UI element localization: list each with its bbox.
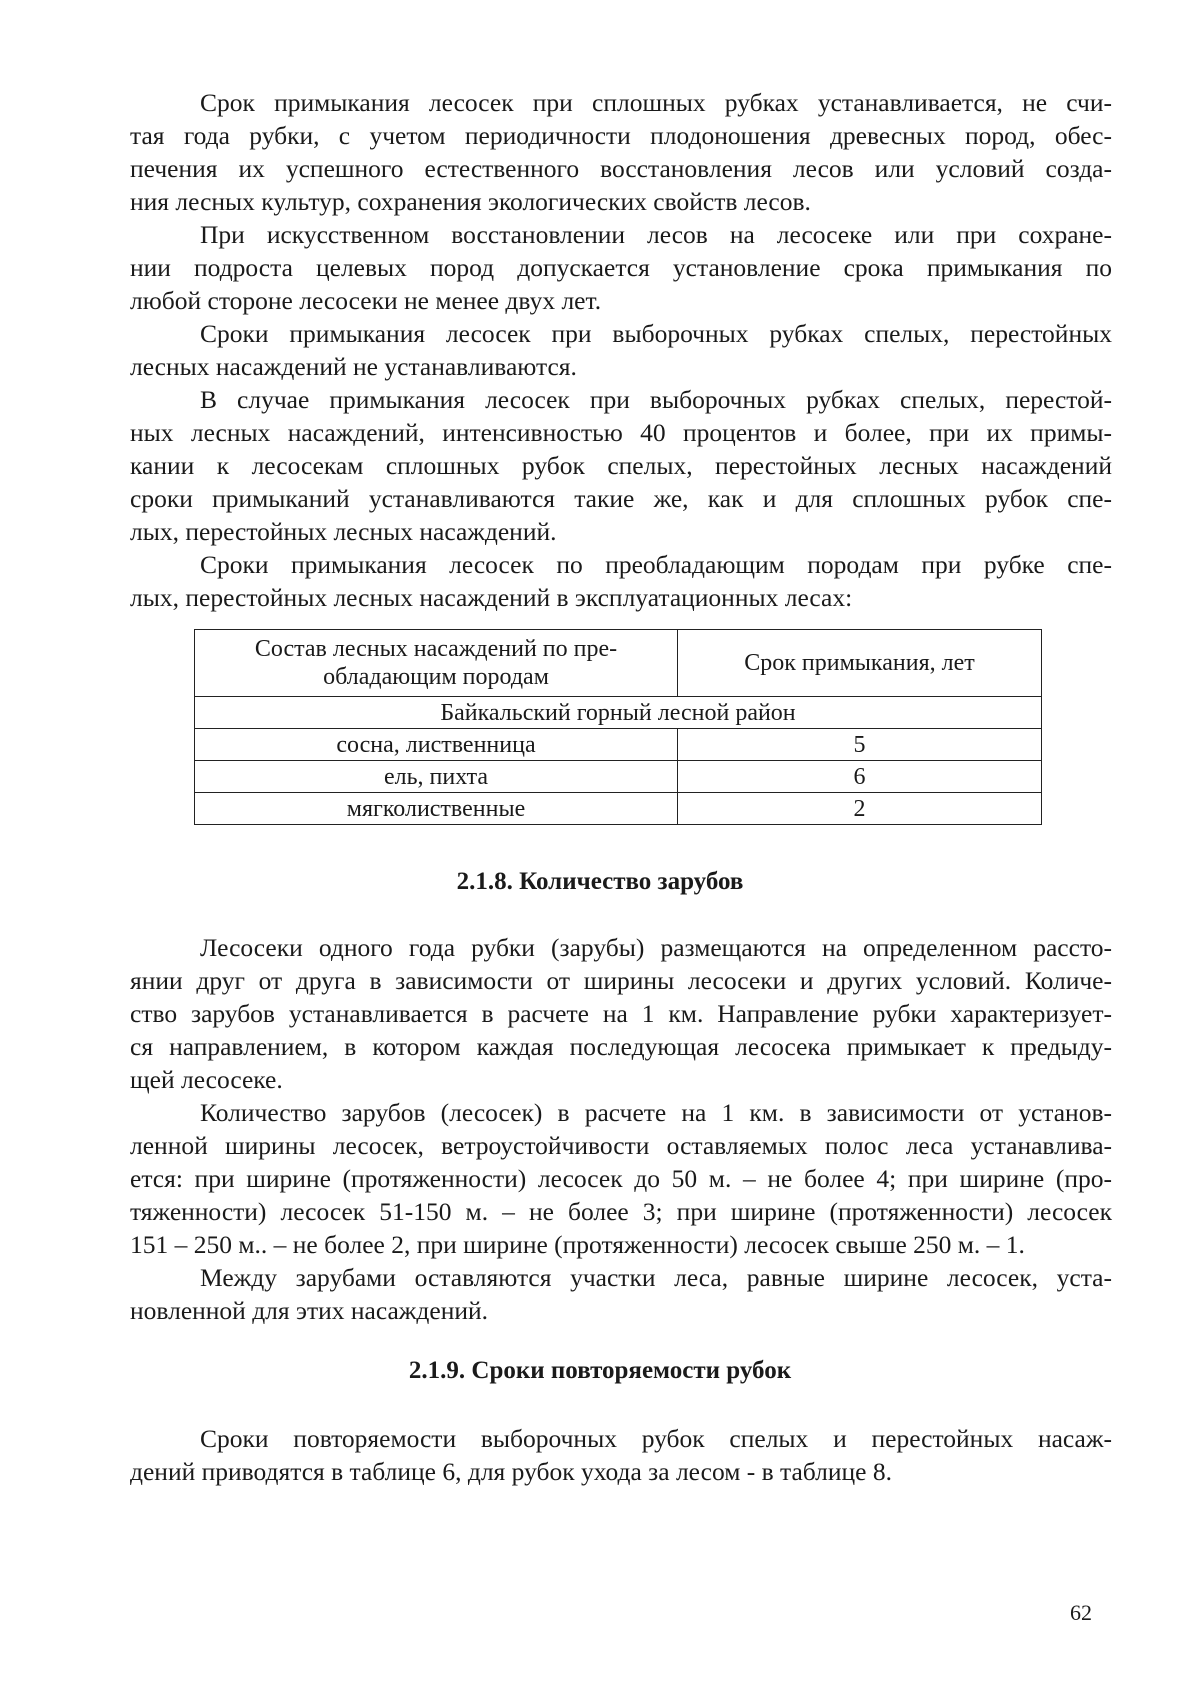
region-cell: Байкальский горный лесной район (195, 697, 1042, 729)
text-line: щей лесосеке. (130, 1065, 283, 1094)
text-line: ных лесных насаждений, интенсивностью 40 процентов и более, при их примы- (130, 418, 1112, 447)
species-cell: сосна, лиственница (195, 729, 678, 761)
header-text: Состав лесных насаждений по пре- (254, 636, 618, 662)
table-row (195, 729, 1042, 761)
text-line: нии подроста целевых пород допускается установление срока примыкания по (130, 253, 1112, 282)
paragraph-artificial-restoration (130, 218, 1112, 317)
header-text: обладающим породам (323, 664, 549, 690)
text-line: Срок примыкания лесосек при сплошных рубках устанавливается, не счи- (200, 88, 1112, 117)
table-region-row (195, 697, 1042, 729)
text-line: Сроки примыкания лесосек по преобладающим породам при рубке спе- (200, 550, 1112, 579)
table-row (195, 761, 1042, 793)
text-line: ся направлением, в котором каждая последующая лесосека примыкает к предыду- (130, 1032, 1112, 1061)
paragraph-cutting-blocks (130, 931, 1112, 1096)
years-cell: 2 (678, 793, 1042, 825)
text-line: ния лесных культур, сохранения экологических свойств лесов. (130, 187, 811, 216)
text-line: сроки примыканий устанавливаются такие же, как и для сплошных рубок спе- (130, 484, 1112, 513)
text-line: лых, перестойных лесных насаждений. (130, 517, 557, 546)
text-line: Лесосеки одного года рубки (зарубы) размещаются на определенном рассто- (200, 933, 1112, 962)
text-line: лесных насаждений не устанавливаются. (130, 352, 577, 381)
page-number: 62 (1070, 1600, 1092, 1625)
text-line: Сроки примыкания лесосек при выборочных рубках спелых, перестойных (200, 319, 1112, 348)
text-line: новленной для этих насаждений. (130, 1296, 489, 1325)
text-line: любой стороне лесосеки не менее двух лет. (130, 286, 602, 315)
paragraph-cutting-count (130, 1096, 1112, 1261)
paragraph-adjacency-clearcut (130, 86, 1112, 218)
text-line: янии друг от друга в зависимости от ширины лесосеки и других условий. Количе- (130, 966, 1112, 995)
text-line: тяженности) лесосек 51-150 м. – не более 3; при ширине (протяженности) лесосек (130, 1197, 1112, 1226)
paragraph-forest-strips (130, 1261, 1112, 1327)
text-line: 151 – 250 м.. – не более 2, при ширине (протяженности) лесосек свыше 250 м. – 1. (130, 1230, 1025, 1259)
text-line: ется: при ширине (протяженности) лесосек до 50 м. – не более 4; при ширине (про- (130, 1164, 1112, 1193)
section-heading-219: 2.1.9. Сроки повторяемости рубок (408, 1357, 792, 1384)
table-header-row (195, 630, 1042, 697)
paragraph-selective-cutting (130, 317, 1112, 383)
text-line: тая года рубки, с учетом периодичности плодоношения древесных пород, обес- (130, 121, 1112, 150)
text-line: дений приводятся в таблице 6, для рубок ухода за лесом - в таблице 8. (130, 1457, 892, 1486)
text-line: лых, перестойных лесных насаждений в эксплуатационных лесах: (130, 583, 853, 612)
paragraph-repeat-periods (130, 1422, 1112, 1488)
text-line: В случае примыкания лесосек при выборочных рубках спелых, перестой- (200, 385, 1112, 414)
paragraph-by-species (130, 548, 1112, 614)
adjacency-period-table (194, 629, 1042, 825)
paragraph-intensity-40 (130, 383, 1112, 548)
header-cell-composition (195, 630, 678, 697)
species-cell: мягколиственные (195, 793, 678, 825)
text-line: печения их успешного естественного восстановления лесов или условий созда- (130, 154, 1112, 183)
section-heading-218: 2.1.8. Количество зарубов (456, 868, 744, 895)
table-row (195, 793, 1042, 825)
header-cell-period: Срок примыкания, лет (678, 630, 1042, 697)
text-line: ленной ширины лесосек, ветроустойчивости оставляемых полос леса устанавлива- (130, 1131, 1112, 1160)
years-cell: 5 (678, 729, 1042, 761)
text-line: Количество зарубов (лесосек) в расчете на 1 км. в зависимости от установ- (200, 1098, 1112, 1127)
text-line: Сроки повторяемости выборочных рубок спелых и перестойных насаж- (200, 1424, 1112, 1453)
species-cell: ель, пихта (195, 761, 678, 793)
text-line: При искусственном восстановлении лесов на лесосеке или при сохране- (200, 220, 1112, 249)
text-line: ство зарубов устанавливается в расчете на 1 км. Направление рубки характеризует- (130, 999, 1112, 1028)
text-line: Между зарубами оставляются участки леса, равные ширине лесосек, уста- (200, 1263, 1112, 1292)
text-line: кании к лесосекам сплошных рубок спелых, перестойных лесных насаждений (130, 451, 1112, 480)
years-cell: 6 (678, 761, 1042, 793)
